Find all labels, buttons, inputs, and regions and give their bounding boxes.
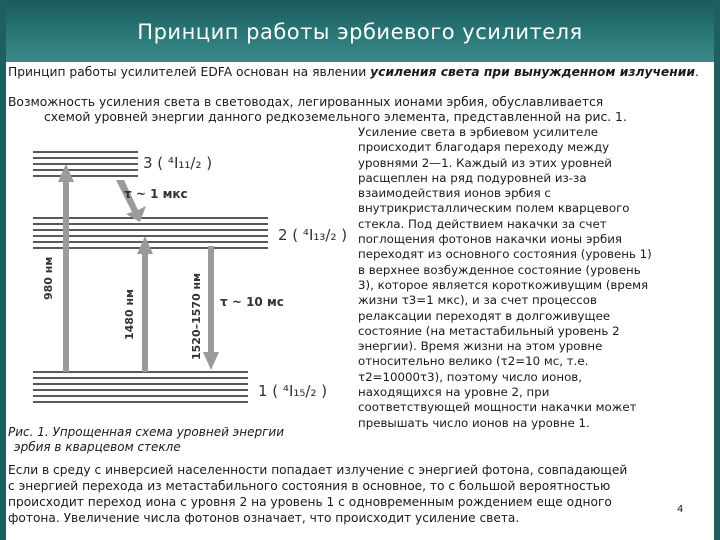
right-line: взаимодействия ионов эрбия с — [358, 186, 551, 201]
right-line: стекла. Под действием накачки за счет — [358, 216, 607, 231]
right-line: внутрикристаллическим полем кварцевого — [358, 201, 630, 216]
pump-980-arrow — [58, 164, 74, 372]
right-line: Усиление света в эрбиевом усилителе — [358, 125, 599, 139]
right-line: расщеплен на ряд подуровней из-за — [358, 170, 587, 185]
right-line: находящихся на уровне 2, при — [358, 385, 550, 400]
bottom-line: фотона. Увеличение числа фотонов означает, что происходит усиление света. — [8, 511, 520, 525]
pump-1480-arrow — [137, 236, 153, 372]
second-paragraph — [8, 95, 708, 125]
right-edge-decoration — [714, 0, 720, 540]
energy-level-diagram — [28, 140, 356, 420]
level1-lines — [33, 372, 248, 402]
right-line: происходит благодаря переходу между — [358, 140, 610, 155]
intro-end: . — [695, 65, 699, 79]
intro-text: Принцип работы усилителей EDFA основан на явлении — [8, 65, 371, 79]
level3-lines — [33, 152, 138, 176]
level3-label: 3 ( ⁴I₁₁/₂ ) — [143, 154, 213, 172]
para2-line2: схемой уровней энергии данного редкоземельного элемента, представленной на рис. 1. — [44, 110, 627, 124]
right-line: поглощения фотонов накачки ионы эрбия — [358, 232, 622, 247]
pump-980-label: 980 нм — [42, 256, 55, 300]
right-line: жизни τ3=1 мкс), и за счет процессов — [358, 293, 597, 308]
right-line: в верхнее возбужденное состояние (уровень — [358, 262, 641, 277]
tau3-label: τ ~ 1 мкс — [124, 187, 188, 201]
caption-line2: эрбия в кварцевом стекле — [14, 440, 181, 454]
bottom-line: происходит переход иона с уровня 2 на уровень 1 с одновременным рождением еще одного — [8, 495, 612, 509]
slide-title: Принцип работы эрбиевого усилителя — [137, 20, 583, 44]
right-line: относительно велико (τ2=10 мс, т.е. — [358, 354, 589, 369]
right-line: уровнями 2—1. Каждый из этих уровней — [358, 155, 612, 170]
bottom-paragraph — [8, 462, 713, 526]
right-column-text — [358, 125, 710, 431]
level2-label: 2 ( ⁴I₁₃/₂ ) — [278, 226, 348, 244]
right-line: состояние (на метастабильный уровень 2 — [358, 323, 620, 338]
right-line: 3), которое является короткоживущим (время — [358, 277, 649, 292]
level1-label: 1 ( ⁴I₁₅/₂ ) — [258, 382, 328, 400]
bottom-line: с энергией перехода из метастабильного состояния в основное, то с большой вероятностью — [8, 479, 611, 493]
page-number: 4 — [677, 504, 684, 515]
pump-1480-label: 1480 нм — [123, 288, 136, 340]
right-line: τ2=10000τ3), поэтому число ионов, — [358, 369, 583, 384]
right-line: энергии). Время жизни на этом уровне — [358, 339, 603, 354]
right-line: переходят из основного состояния (уровень 1) — [358, 247, 652, 262]
bottom-line: Если в среду с инверсией населенности попадает излучение с энергией фотона, совпадающей — [8, 463, 628, 477]
intro-paragraph — [8, 65, 708, 80]
left-edge-decoration — [0, 0, 6, 540]
signal-arrow — [203, 246, 219, 370]
caption-line1: Рис. 1. Упрощенная схема уровней энергии — [8, 425, 285, 439]
right-line: соответствующей мощности накачки может — [358, 400, 637, 415]
right-line: превышать число ионов на уровне 1. — [358, 415, 590, 430]
right-line: релаксации переходят в долгоживущее — [358, 308, 611, 323]
intro-emphasis: усиления света при вынужденном излучении — [370, 65, 695, 79]
tau2-label: τ ~ 10 мс — [220, 295, 284, 309]
signal-label: 1520–1570 нм — [190, 272, 203, 360]
para2-line1: Возможность усиления света в световодах, легированных ионами эрбия, обуславливается — [8, 95, 604, 109]
figure-caption — [8, 425, 353, 455]
